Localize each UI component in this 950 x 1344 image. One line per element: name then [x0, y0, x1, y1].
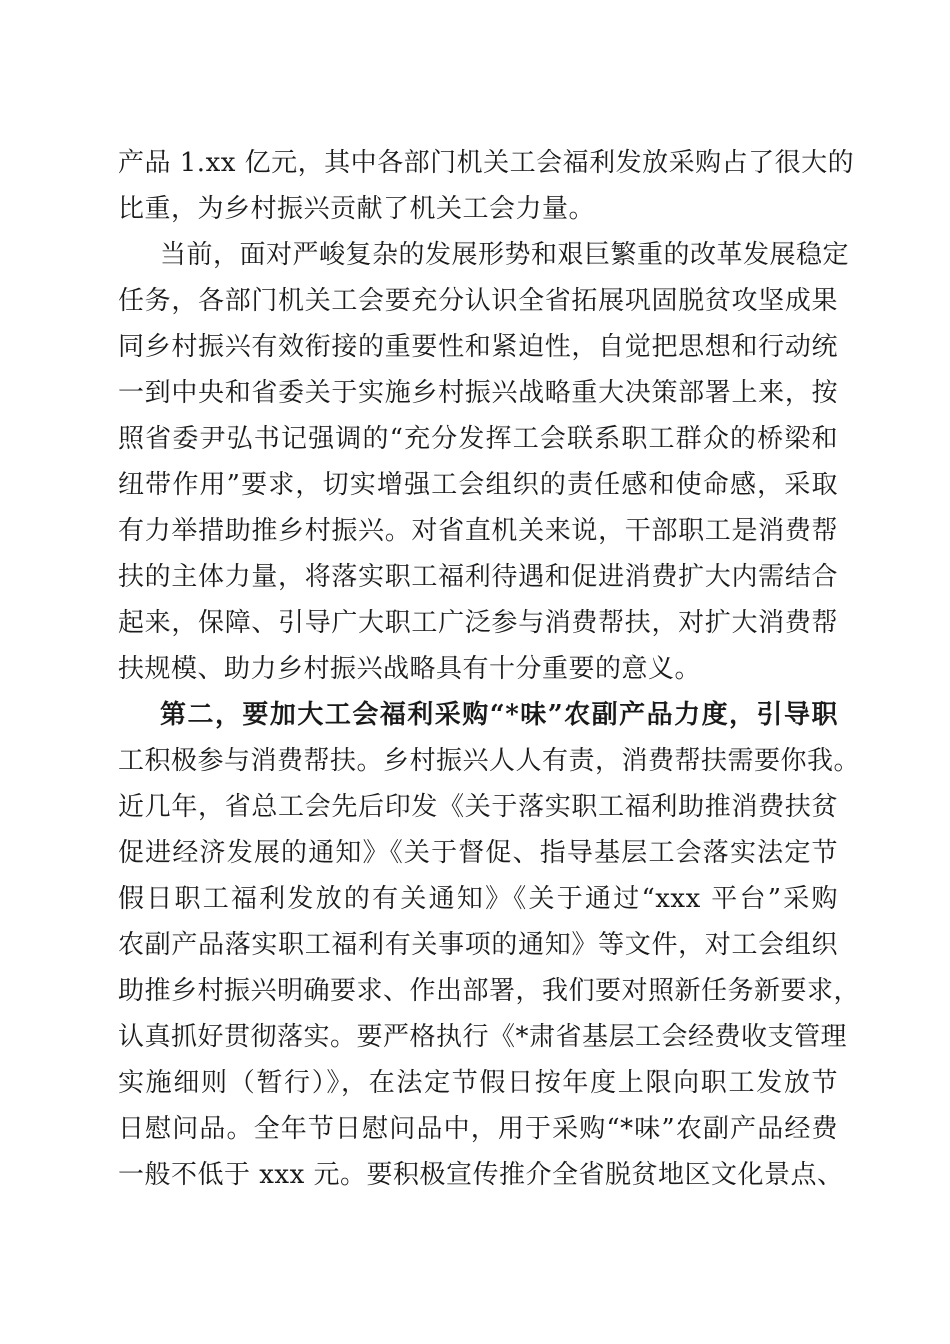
text-line: 假日职工福利发放的有关通知》《关于通过“xxx 平台”采购 [118, 884, 838, 914]
paragraph-start-line: 当前，面对严峻复杂的发展形势和艰巨繁重的改革发展稳定 [160, 240, 850, 270]
text-line: 比重，为乡村振兴贡献了机关工会力量。 [118, 194, 596, 224]
text-line: 促进经济发展的通知》《关于督促、指导基层工会落实法定节 [118, 838, 838, 868]
section-heading-line: 工积极参与消费帮扶。乡村振兴人人有责，消费帮扶需要你我。 [118, 746, 861, 776]
text-line: 纽带作用”要求，切实增强工会组织的责任感和使命感，采取 [118, 470, 838, 500]
text-line: 起来，保障、引导广大职工广泛参与消费帮扶，对扩大消费帮 [118, 608, 838, 638]
text-line: 日慰问品。全年节日慰问品中，用于采购“*味”农副产品经费 [118, 1114, 838, 1144]
text-line: 助推乡村振兴明确要求、作出部署，我们要对照新任务新要求， [118, 976, 861, 1006]
text-line: 扶的主体力量，将落实职工福利待遇和促进消费扩大内需结合 [118, 562, 838, 592]
text-line: 产品 1.xx 亿元，其中各部门机关工会福利发放采购占了很大的 [118, 148, 855, 178]
text-line: 实施细则（暂行）》，在法定节假日按年度上限向职工发放节 [118, 1068, 838, 1098]
text-line: 扶规模、助力乡村振兴战略具有十分重要的意义。 [118, 654, 702, 684]
text-line: 有力举措助推乡村振兴。对省直机关来说，干部职工是消费帮 [118, 516, 838, 546]
text-line: 任务，各部门机关工会要充分认识全省拓展巩固脱贫攻坚成果 [118, 286, 838, 316]
text-line: 认真抓好贯彻落实。要严格执行《*肃省基层工会经费收支管理 [118, 1022, 848, 1052]
text-line: 农副产品落实职工福利有关事项的通知》等文件，对工会组织 [118, 930, 838, 960]
section-heading-line: 第二，要加大工会福利采购“*味”农副产品力度，引导职 [160, 700, 838, 730]
text-line: 一般不低于 xxx 元。要积极宣传推介全省脱贫地区文化景点、 [118, 1160, 844, 1190]
text-line: 一到中央和省委关于实施乡村振兴战略重大决策部署上来，按 [118, 378, 838, 408]
text-line: 同乡村振兴有效衔接的重要性和紧迫性，自觉把思想和行动统 [118, 332, 838, 362]
text-line: 照省委尹弘书记强调的“充分发挥工会联系职工群众的桥梁和 [118, 424, 838, 454]
text-line: 近几年，省总工会先后印发《关于落实职工福利助推消费扶贫 [118, 792, 838, 822]
